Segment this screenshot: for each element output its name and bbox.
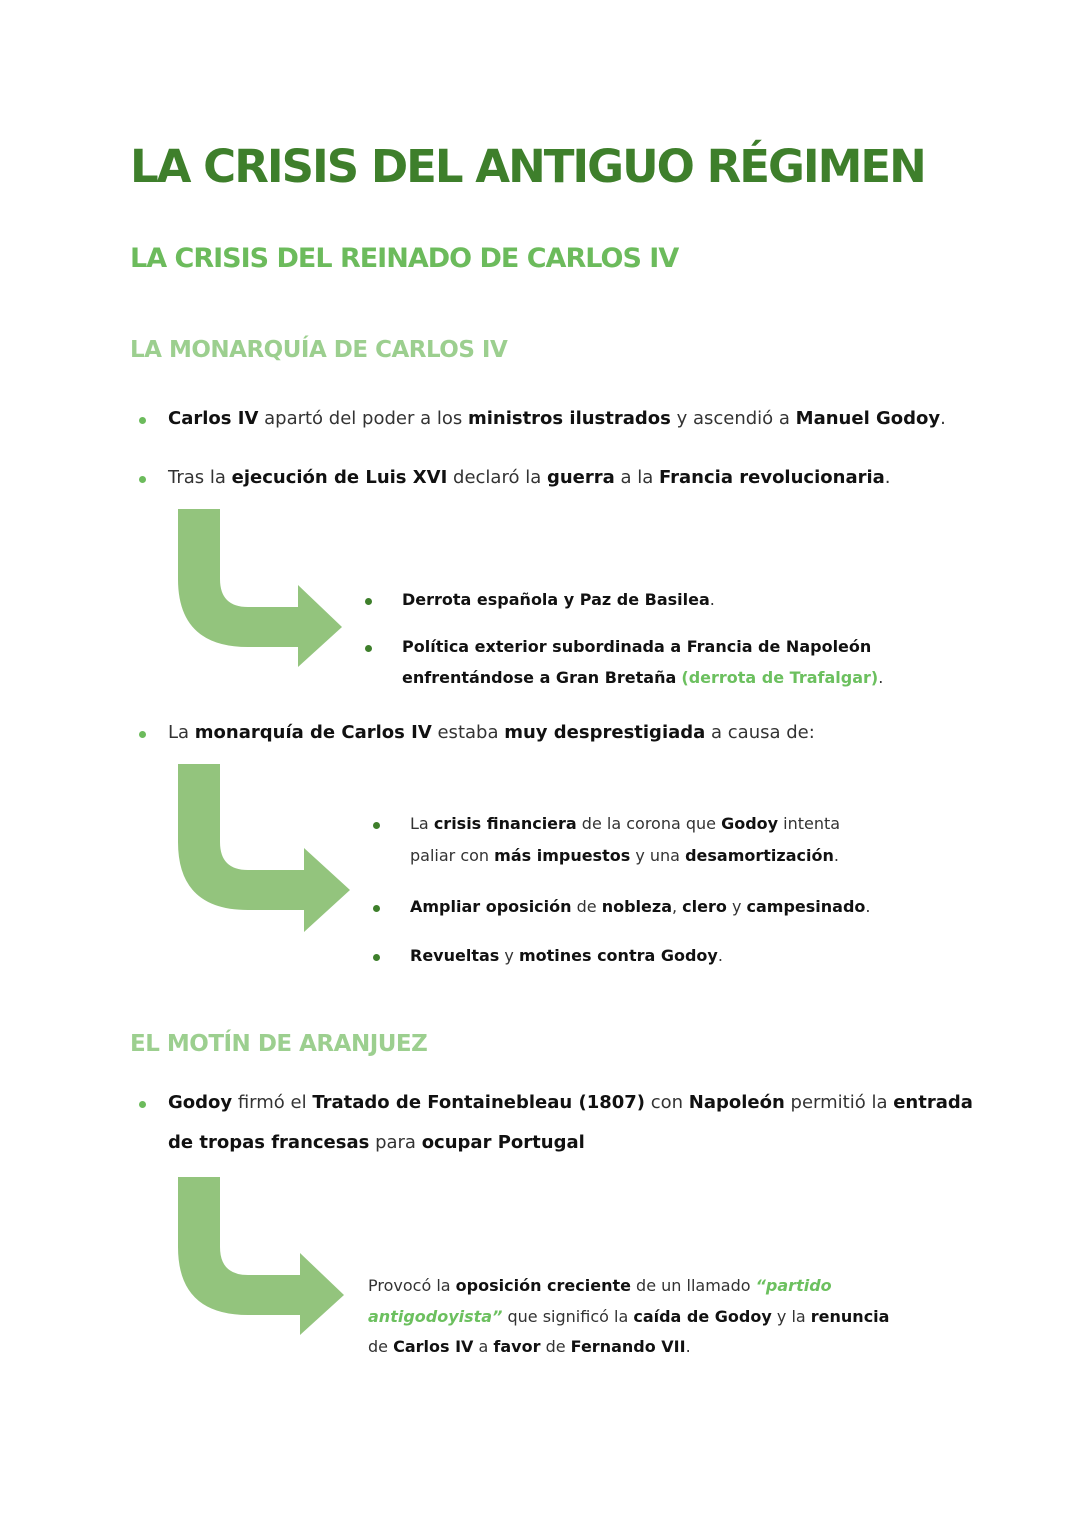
bold-text: enfrentándose a Gran Bretaña bbox=[402, 668, 677, 687]
bold-text: nobleza bbox=[601, 897, 672, 916]
text: . bbox=[709, 590, 715, 609]
text: permitió la bbox=[784, 1092, 894, 1113]
list-item-revueltas bbox=[410, 946, 723, 965]
arrow-icon bbox=[178, 764, 353, 934]
text: La bbox=[168, 722, 195, 743]
text: estaba bbox=[431, 722, 505, 743]
bold-text: Carlos IV bbox=[393, 1337, 474, 1356]
bold-text: ejecución de Luis XVI bbox=[231, 467, 448, 488]
text: . bbox=[884, 467, 891, 488]
section-heading-monarquia: LA MONARQUÍA DE CARLOS IV bbox=[130, 337, 508, 363]
bold-text: Godoy bbox=[721, 814, 779, 833]
bullet-guerra-francia bbox=[168, 467, 891, 488]
text: de bbox=[540, 1337, 571, 1356]
text: . bbox=[878, 668, 884, 687]
list-item-ampliar-oposicion bbox=[410, 897, 871, 916]
bold-text: crisis financiera bbox=[433, 814, 577, 833]
highlight-text: “partido bbox=[755, 1276, 832, 1295]
bold-text: Ampliar oposición bbox=[410, 897, 572, 916]
bold-text: campesinado bbox=[746, 897, 866, 916]
text: intenta bbox=[778, 814, 841, 833]
text: a bbox=[473, 1337, 494, 1356]
text: de la corona que bbox=[576, 814, 722, 833]
text: y la bbox=[771, 1307, 811, 1326]
text: paliar con bbox=[410, 846, 495, 865]
bold-text: caída de Godoy bbox=[633, 1307, 772, 1326]
text: de bbox=[368, 1337, 394, 1356]
bullet-monarquia-desprestigiada bbox=[168, 722, 815, 743]
arrow-icon bbox=[178, 1177, 348, 1337]
bold-text: de tropas francesas bbox=[168, 1132, 370, 1153]
bold-text: motines contra Godoy bbox=[518, 946, 718, 965]
paragraph-motin-line-1 bbox=[368, 1276, 832, 1295]
bold-text: entrada bbox=[893, 1092, 973, 1113]
bold-text: Revueltas bbox=[410, 946, 500, 965]
text: y bbox=[726, 897, 747, 916]
highlight-text: antigodoyista” bbox=[368, 1307, 503, 1326]
text: para bbox=[369, 1132, 422, 1153]
list-item-politica-exterior-cont bbox=[402, 668, 883, 687]
bold-text: desamortización bbox=[685, 846, 834, 865]
text: . bbox=[717, 946, 723, 965]
text: de bbox=[571, 897, 602, 916]
text: firmó el bbox=[232, 1092, 313, 1113]
list-item-derrota bbox=[402, 590, 715, 609]
bold-text: Fernando VII bbox=[570, 1337, 686, 1356]
text: . bbox=[865, 897, 871, 916]
bullet-fontainebleau bbox=[168, 1092, 973, 1113]
list-item-crisis-financiera-cont bbox=[410, 846, 839, 865]
text: con bbox=[645, 1092, 689, 1113]
bold-text: más impuestos bbox=[494, 846, 631, 865]
bullet-carlos-godoy bbox=[168, 408, 946, 429]
bold-text: Política exterior subordinada a Francia de Napoleón bbox=[402, 637, 872, 656]
text: , bbox=[671, 897, 683, 916]
text: y ascendió a bbox=[670, 408, 796, 429]
bullet-fontainebleau-cont bbox=[168, 1132, 585, 1153]
bold-text: guerra bbox=[546, 467, 615, 488]
bold-text: Derrota española y Paz de Basilea bbox=[402, 590, 710, 609]
text: . bbox=[685, 1337, 691, 1356]
bold-text: ocupar Portugal bbox=[421, 1132, 585, 1153]
bold-text: muy desprestigiada bbox=[504, 722, 706, 743]
paragraph-motin-line-3 bbox=[368, 1337, 691, 1356]
text: apartó del poder a los bbox=[258, 408, 468, 429]
bold-text: Napoleón bbox=[688, 1092, 785, 1113]
paragraph-motin-line-2 bbox=[368, 1307, 889, 1326]
list-item-crisis-financiera bbox=[410, 814, 840, 833]
text: declaró la bbox=[447, 467, 547, 488]
bold-text: Francia revolucionaria bbox=[659, 467, 885, 488]
arrow-icon bbox=[178, 509, 348, 669]
bold-text: clero bbox=[682, 897, 727, 916]
text: Provocó la bbox=[368, 1276, 456, 1295]
text: y bbox=[499, 946, 519, 965]
text: La bbox=[410, 814, 434, 833]
bold-text: Tratado de Fontainebleau (1807) bbox=[312, 1092, 646, 1113]
text: . bbox=[940, 408, 946, 429]
highlight-text: (derrota de Trafalgar) bbox=[681, 668, 879, 687]
section-subtitle: LA CRISIS DEL REINADO DE CARLOS IV bbox=[130, 243, 679, 274]
text: . bbox=[833, 846, 839, 865]
bold-text: favor bbox=[493, 1337, 541, 1356]
bold-text: oposición creciente bbox=[455, 1276, 631, 1295]
bold-text: Carlos IV bbox=[168, 408, 259, 429]
text: de un llamado bbox=[630, 1276, 756, 1295]
text: Tras la bbox=[168, 467, 232, 488]
text: que significó la bbox=[502, 1307, 634, 1326]
text: a causa de: bbox=[705, 722, 815, 743]
page-title: LA CRISIS DEL ANTIGUO RÉGIMEN bbox=[130, 140, 925, 193]
bold-text: ministros ilustrados bbox=[467, 408, 671, 429]
text: a la bbox=[614, 467, 660, 488]
text: y una bbox=[630, 846, 686, 865]
list-item-politica-exterior bbox=[402, 637, 871, 656]
bold-text: Manuel Godoy bbox=[795, 408, 941, 429]
bold-text: monarquía de Carlos IV bbox=[194, 722, 432, 743]
bold-text: renuncia bbox=[810, 1307, 890, 1326]
section-heading-aranjuez: EL MOTÍN DE ARANJUEZ bbox=[130, 1031, 428, 1057]
bold-text: Godoy bbox=[168, 1092, 233, 1113]
